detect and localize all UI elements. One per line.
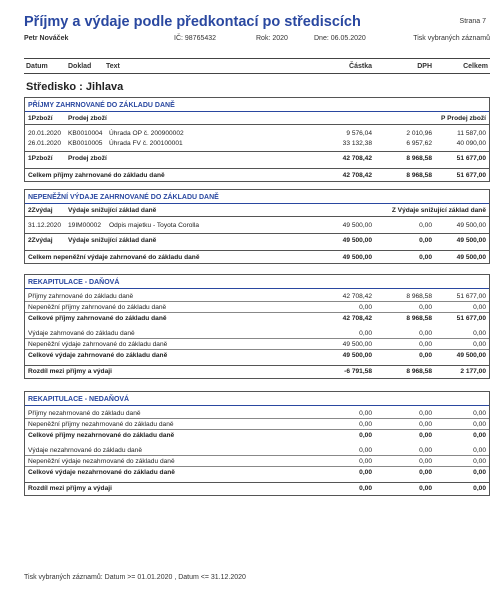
recap-dph: 0,00	[419, 484, 432, 492]
table-row	[25, 128, 489, 138]
recap-castka: 0,00	[359, 329, 372, 337]
row-doc: 19IM00002	[68, 221, 101, 229]
group-subtotal	[25, 233, 489, 246]
subtotal-code: 1Pzboží	[28, 154, 53, 162]
recap-row	[25, 302, 489, 313]
table-row	[25, 138, 489, 148]
footer-filter-note: Tisk vybraných záznamů: Datum >= 01.01.2020 , Datum <= 31.12.2020	[24, 574, 246, 581]
recap-label: Příjmy zahrnované do základu daně	[28, 292, 134, 300]
total-dph: 0,00	[419, 253, 432, 261]
total-castka: 49 500,00	[342, 253, 372, 261]
recap-castka: 49 500,00	[342, 351, 372, 359]
recap-celkem: 0,00	[473, 431, 486, 439]
row-castka: 49 500,00	[342, 221, 372, 229]
recap-celkem: 51 677,00	[456, 292, 486, 300]
recap-celkem: 0,00	[473, 468, 486, 476]
subtotal-dph: 0,00	[419, 236, 432, 244]
recap-celkem: 49 500,00	[456, 351, 486, 359]
recap-dph: 8 968,58	[406, 292, 432, 300]
group-text: Výdaje snižující základ daně	[68, 206, 157, 214]
row-celkem: 11 587,00	[457, 129, 486, 137]
recap-row	[25, 350, 489, 360]
subtotal-code: 2Zvýdaj	[28, 236, 53, 244]
col-doklad: Doklad	[68, 63, 92, 70]
subtotal-celkem: 49 500,00	[456, 236, 486, 244]
recap-celkem: 2 177,00	[460, 367, 486, 375]
recap-castka: 0,00	[359, 484, 372, 492]
recap-label: Celkové příjmy zahrnované do základu daně	[28, 314, 167, 322]
total-dph: 8 968,58	[406, 171, 432, 179]
recap-title: REKAPITULACE - NEDAŇOVÁ	[25, 392, 489, 406]
recap-label: Nepeněžní příjmy zahrnované do základu daně	[28, 303, 167, 311]
row-castka: 9 576,04	[346, 129, 372, 137]
recap-dph: 0,00	[419, 340, 432, 348]
row-dph: 2 010,96	[406, 129, 432, 137]
recap-castka: 49 500,00	[342, 340, 372, 348]
group-text: Prodej zboží	[68, 114, 107, 122]
section-title: PŘÍJMY ZAHRNOVANÉ DO ZÁKLADU DANĚ	[25, 98, 489, 112]
row-doc: KB0010005	[68, 139, 103, 147]
group-header	[25, 204, 489, 217]
recap-row	[25, 328, 489, 339]
row-text: Odpis majetku - Toyota Corolla	[109, 221, 200, 229]
section-title: NEPENĚŽNÍ VÝDAJE ZAHRNOVANÉ DO ZÁKLADU DANĚ	[25, 190, 489, 204]
row-dph: 6 957,62	[406, 139, 432, 147]
recap-dph: 0,00	[419, 468, 432, 476]
recap-diff	[25, 482, 489, 493]
recap-row	[25, 467, 489, 477]
total-label: Celkem příjmy zahrnované do základu daně	[28, 171, 165, 179]
row-text: Úhrada OP č. 200900002	[109, 129, 184, 137]
section-total	[25, 250, 489, 263]
recap-castka: 0,00	[359, 431, 372, 439]
recap-label: Nepeněžní výdaje nezahrnované do základu daně	[28, 457, 175, 465]
recap-dph: 0,00	[419, 446, 432, 454]
recap-dph: 0,00	[419, 420, 432, 428]
group-code: 1Pzboží	[28, 114, 53, 122]
recap-castka: 0,00	[359, 409, 372, 417]
column-header	[24, 58, 490, 74]
recap-label: Nepeněžní příjmy nezahrnované do základu daně	[28, 420, 174, 428]
col-datum: Datum	[26, 63, 48, 70]
row-date: 26.01.2020	[28, 139, 62, 147]
recap-dph: 0,00	[419, 303, 432, 311]
recap-castka: -6 791,58	[344, 367, 372, 375]
subtotal-castka: 42 708,42	[342, 154, 372, 162]
col-dph: DPH	[417, 63, 432, 70]
recap-dph: 0,00	[419, 431, 432, 439]
recap-castka: 0,00	[359, 457, 372, 465]
recap-celkem: 51 677,00	[456, 314, 486, 322]
recap-dph: 0,00	[419, 409, 432, 417]
report-header	[24, 14, 490, 48]
recap-castka: 0,00	[359, 303, 372, 311]
col-text: Text	[106, 63, 120, 70]
total-label: Celkem nepeněžní výdaje zahrnované do základu daně	[28, 253, 200, 261]
col-castka: Částka	[349, 63, 372, 70]
recap-dph: 8 968,58	[406, 314, 432, 322]
recap-celkem: 0,00	[473, 484, 486, 492]
recap-celkem: 0,00	[473, 329, 486, 337]
recap-row	[25, 291, 489, 302]
recap-row	[25, 419, 489, 430]
row-dph: 0,00	[419, 221, 432, 229]
recap-celkem: 0,00	[473, 409, 486, 417]
subtotal-celkem: 51 677,00	[456, 154, 486, 162]
recap-row	[25, 339, 489, 350]
row-celkem: 40 090,00	[456, 139, 486, 147]
row-date: 20.01.2020	[28, 129, 62, 137]
row-castka: 33 132,38	[342, 139, 372, 147]
author-name: Petr Nováček	[24, 35, 69, 42]
row-celkem: 49 500,00	[456, 221, 486, 229]
group-code: 2Zvýdaj	[28, 206, 53, 214]
total-celkem: 49 500,00	[456, 253, 486, 261]
recap-dph: 0,00	[419, 351, 432, 359]
recap-row	[25, 445, 489, 456]
ico-value: IČ: 98765432	[174, 35, 217, 42]
row-doc: KB0010004	[68, 129, 103, 137]
recap-label: Nepeněžní výdaje zahrnované do základu daně	[28, 340, 168, 348]
recap-label: Příjmy nezahrnované do základu daně	[28, 409, 141, 417]
recap-nontax	[24, 391, 490, 496]
total-celkem: 51 677,00	[456, 171, 486, 179]
recap-castka: 42 708,42	[342, 314, 372, 322]
section-total	[25, 168, 489, 181]
section-nonmonetary-expenses	[24, 189, 490, 264]
year-value: Rok: 2020	[256, 35, 288, 42]
group-subtotal	[25, 151, 489, 164]
recap-title: REKAPITULACE - DAŇOVÁ	[25, 275, 489, 289]
subtotal-text: Výdaje snižující základ daně	[68, 236, 157, 244]
report-title: Příjmy a výdaje podle předkontací po střediscích	[24, 14, 361, 30]
recap-row	[25, 313, 489, 323]
recap-row	[25, 456, 489, 467]
recap-label: Celkové výdaje nezahrnované do základu daně	[28, 468, 175, 476]
date-value: Dne: 06.05.2020	[314, 35, 366, 42]
recap-diff	[25, 365, 489, 376]
recap-row	[25, 408, 489, 419]
subtotal-text: Prodej zboží	[68, 154, 107, 162]
recap-label: Rozdíl mezi příjmy a výdaji	[28, 484, 112, 492]
subtotal-castka: 49 500,00	[342, 236, 372, 244]
recap-row	[25, 430, 489, 440]
recap-celkem: 0,00	[473, 420, 486, 428]
recap-label: Výdaje zahrnované do základu daně	[28, 329, 135, 337]
subtotal-dph: 8 968,58	[406, 154, 432, 162]
print-note: Tisk vybraných záznamů	[413, 35, 490, 42]
group-header	[25, 112, 489, 125]
recap-castka: 0,00	[359, 420, 372, 428]
recap-dph: 0,00	[419, 329, 432, 337]
recap-castka: 42 708,42	[342, 292, 372, 300]
recap-castka: 0,00	[359, 446, 372, 454]
page-number: Strana 7	[459, 18, 486, 25]
table-row	[25, 220, 489, 230]
recap-label: Celkové příjmy nezahrnované do základu daně	[28, 431, 175, 439]
recap-dph: 8 968,58	[406, 367, 432, 375]
recap-celkem: 0,00	[473, 446, 486, 454]
col-celkem: Celkem	[463, 63, 488, 70]
total-castka: 42 708,42	[342, 171, 372, 179]
recap-castka: 0,00	[359, 468, 372, 476]
section-income	[24, 97, 490, 182]
recap-celkem: 0,00	[473, 303, 486, 311]
recap-celkem: 0,00	[473, 340, 486, 348]
row-date: 31.12.2020	[28, 221, 62, 229]
recap-label: Celkové výdaje zahrnované do základu daně	[28, 351, 168, 359]
row-text: Úhrada FV č. 200100001	[109, 139, 183, 147]
recap-tax	[24, 274, 490, 379]
recap-label: Výdaje nezahrnované do základu daně	[28, 446, 143, 454]
group-right: P Prodej zboží	[441, 114, 486, 122]
group-right: Z Výdaje snižující základ daně	[391, 206, 486, 214]
recap-dph: 0,00	[419, 457, 432, 465]
recap-label: Rozdíl mezi příjmy a výdaji	[28, 367, 112, 375]
center-title: Středisko : Jihlava	[26, 81, 124, 93]
recap-celkem: 0,00	[473, 457, 486, 465]
